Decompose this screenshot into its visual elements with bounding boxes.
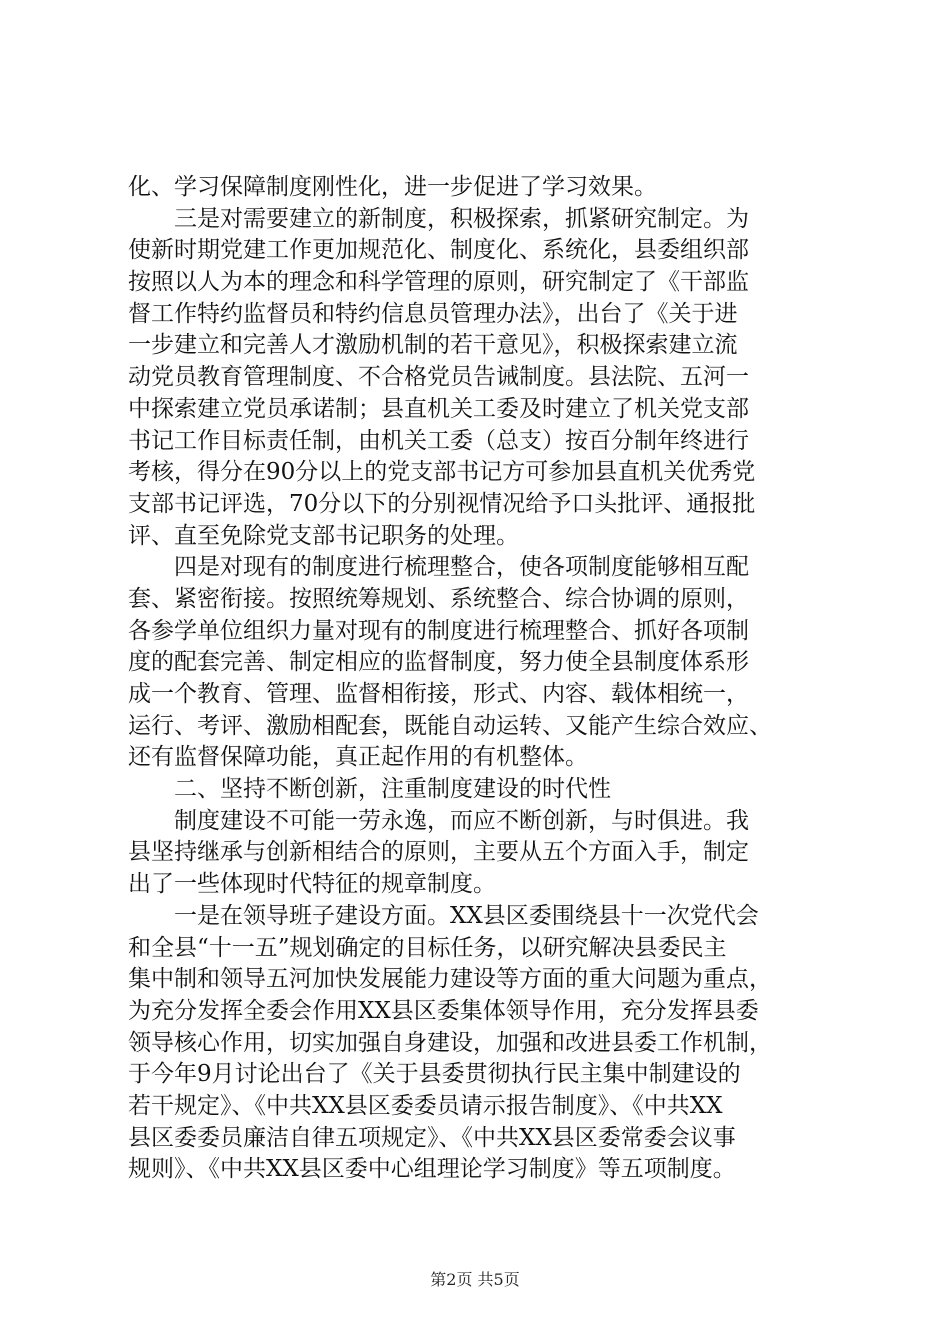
text-line: 于今年9月讨论出台了《关于县委贯彻执行民主集中制建设的 <box>128 1061 741 1088</box>
text-line: 为充分发挥全委会作用XX县区委集体领导作用，充分发挥县委 <box>128 997 759 1024</box>
text-line: 督工作特约监督员和特约信息员管理办法》，出台了《关于进 <box>128 300 738 327</box>
text-line: 评、直至免除党支部书记职务的处理。 <box>128 522 519 549</box>
text-line: 运行、考评、激励相配套，既能自动运转、又能产生综合效应、 <box>128 712 772 739</box>
text-line: 套、紧密衔接。按照统筹规划、系统整合、综合协调的原则， <box>128 585 749 612</box>
paragraph-start-line: 三是对需要建立的新制度，积极探索，抓紧研究制定。为 <box>174 205 749 232</box>
paragraph-start-line: 一是在领导班子建设方面。XX县区委围绕县十一次党代会 <box>174 902 759 929</box>
text-line: 县区委委员廉洁自律五项规定》、《中共XX县区委常委会议事 <box>128 1124 736 1151</box>
text-line: 县坚持继承与创新相结合的原则，主要从五个方面入手，制定 <box>128 839 749 866</box>
paragraph-start-line: 四是对现有的制度进行梳理整合，使各项制度能够相互配 <box>174 554 749 581</box>
text-line: 考核，得分在90分以上的党支部书记方可参加县直机关优秀党 <box>128 459 756 486</box>
text-line: 成一个教育、管理、监督相衔接，形式、内容、载体相统一， <box>128 681 749 707</box>
text-line: 出了一些体现时代特征的规章制度。 <box>128 871 496 898</box>
text-line: 规则》、《中共XX县区委中心组理论学习制度》等五项制度。 <box>128 1156 736 1183</box>
text-line: 中探索建立党员承诺制；县直机关工委及时建立了机关党支部 <box>128 395 749 422</box>
paragraph-start-line: 制度建设不可能一劳永逸，而应不断创新，与时俱进。我 <box>174 807 749 834</box>
text-line: 集中制和领导五河加快发展能力建设等方面的重大问题为重点， <box>128 966 772 993</box>
text-line: 动党员教育管理制度、不合格党员告诫制度。县法院、五河一 <box>128 364 749 391</box>
section-heading: 二、坚持不断创新，注重制度建设的时代性 <box>174 776 611 803</box>
text-line: 化、学习保障制度刚性化，进一步促进了学习效果。 <box>128 174 657 200</box>
text-line: 使新时期党建工作更加规范化、制度化、系统化，县委组织部 <box>128 237 749 264</box>
text-line: 一步建立和完善人才激励机制的若干意见》，积极探索建立流 <box>128 332 738 359</box>
text-line: 按照以人为本的理念和科学管理的原则，研究制定了《干部监 <box>128 269 749 296</box>
text-line: 还有监督保障功能，真正起作用的有机整体。 <box>128 744 588 771</box>
page-number-footer: 第2页 共5页 <box>430 1270 520 1289</box>
text-line: 和全县“十一五”规划确定的目标任务，以研究解决县委民主 <box>128 934 727 961</box>
text-line: 各参学单位组织力量对现有的制度进行梳理整合、抓好各项制 <box>128 617 749 644</box>
body-text <box>128 172 828 1186</box>
text-line: 若干规定》、《中共XX县区委委员请示报告制度》、《中共XX <box>128 1092 723 1119</box>
text-line: 度的配套完善、制定相应的监督制度，努力使全县制度体系形 <box>128 649 749 676</box>
text-line: 支部书记评选，70分以下的分别视情况给予口头批评、通报批 <box>128 490 756 517</box>
text-line: 领导核心作用，切实加强自身建设，加强和改进县委工作机制， <box>128 1029 772 1056</box>
text-line: 书记工作目标责任制，由机关工委（总支）按百分制年终进行 <box>128 427 749 454</box>
